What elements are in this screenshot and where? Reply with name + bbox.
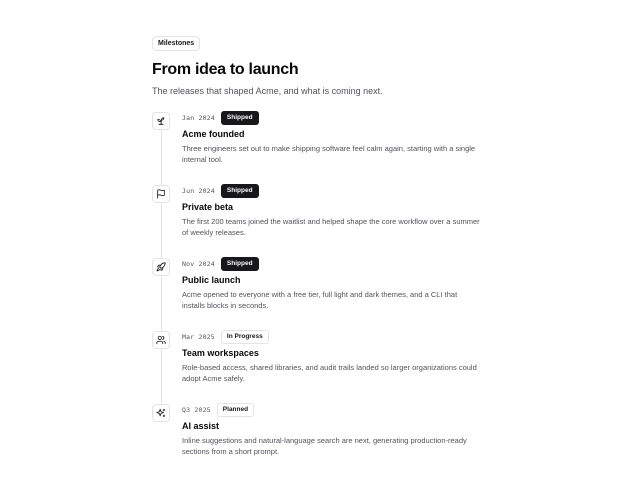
page-subtitle: The releases that shaped Acme, and what is coming next. (152, 86, 383, 96)
page-header (152, 32, 492, 97)
flag-icon (152, 185, 170, 203)
milestone-date: Nov 2024 (182, 260, 215, 268)
rocket-icon (152, 258, 170, 276)
milestone-date: Q3 2025 (182, 406, 211, 414)
milestone-date: Mar 2025 (182, 333, 215, 341)
status-badge: Shipped (221, 257, 259, 271)
milestone-title: Public launch (182, 275, 241, 285)
users-icon (152, 331, 170, 349)
milestone-description: Three engineers set out to make shipping software feel calm again, starting with a single internal tool. (182, 144, 476, 164)
milestone-title: Acme founded (182, 129, 245, 139)
sparkles-icon (152, 404, 170, 422)
status-badge: In Progress (221, 330, 269, 344)
milestone-date: Jun 2024 (182, 187, 215, 195)
milestone-title: Private beta (182, 202, 234, 212)
sprout-icon (152, 112, 170, 130)
milestone-title: AI assist (182, 421, 220, 431)
milestone-description: Inline suggestions and natural-language search are next, generating production-ready sections from a short prompt. (182, 436, 467, 456)
milestone-description: Acme opened to everyone with a free tier, full light and dark themes, and a CLI that installs blocks in seconds. (182, 290, 458, 310)
page-title: From idea to launch (152, 61, 299, 78)
milestone-description: The first 200 teams joined the waitlist and helped shape the core workflow over a summer of weekly releases. (182, 217, 480, 237)
section-badge: Milestones (152, 36, 200, 51)
milestone-date: Jan 2024 (182, 114, 215, 122)
status-badge: Shipped (221, 111, 259, 125)
status-badge: Planned (217, 403, 254, 417)
milestone-description: Role-based access, shared libraries, and audit trails landed so larger organizations could adopt Acme safely. (182, 363, 477, 383)
milestone-title: Team workspaces (182, 348, 259, 358)
status-badge: Shipped (221, 184, 259, 198)
